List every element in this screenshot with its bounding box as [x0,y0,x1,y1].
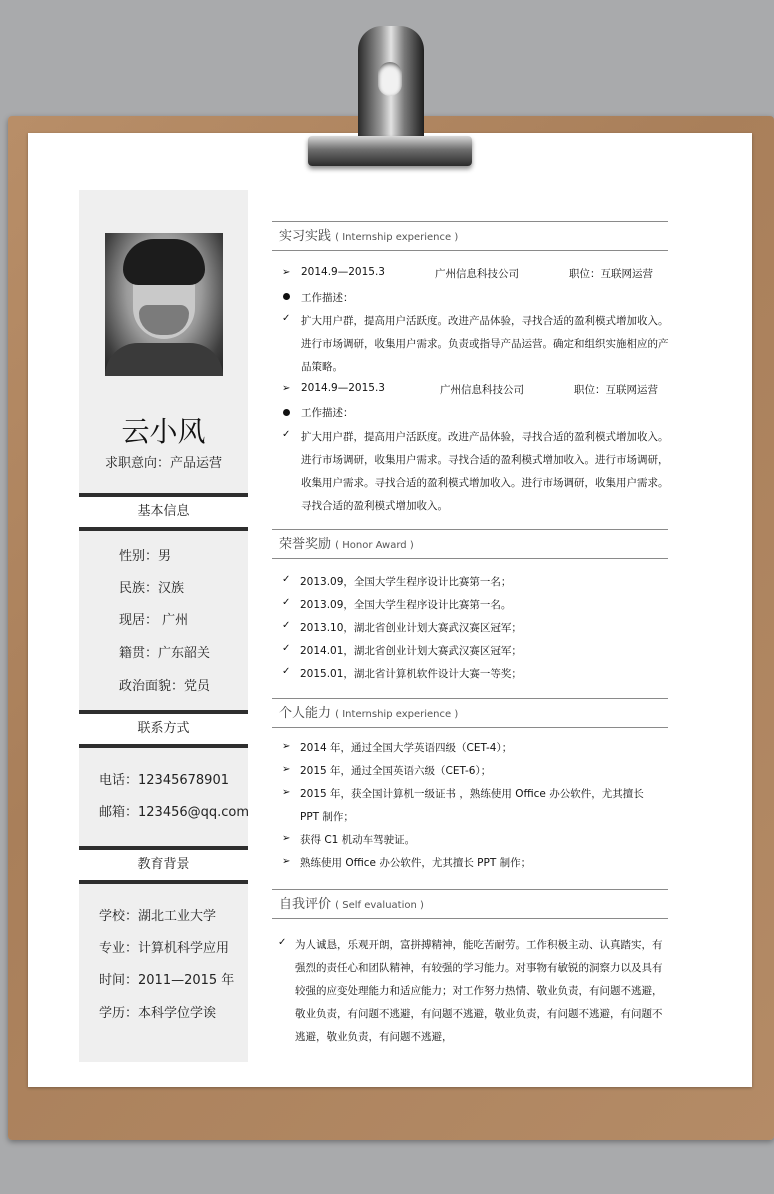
candidate-name: 云小风 [121,415,206,448]
degree: 学历：本科学位学诶 [99,1006,217,1021]
internship-header [272,221,668,251]
email: 邮箱：123456@qq.com [99,805,250,820]
job-1-desc-line: 扩大用户群，提高用户活跃度。改进产品体验，寻找合适的盈利模式增加收入。 [301,315,669,327]
phone: 电话：12345678901 [99,773,229,788]
check-icon: ✓ [282,643,291,654]
check-icon: ✓ [282,574,291,585]
check-icon: ✓ [282,620,291,631]
job-objective: 求职意向：产品运营 [104,456,222,471]
bullet-dot-icon [283,293,290,300]
ability-item: 2015 年，获全国计算机一级证书 ，熟练使用 Office 办公软件，尤其擅长 [300,788,644,800]
arrow-bullet-icon: ➢ [282,764,291,775]
job-2-desc-label: 工作描述： [301,407,354,419]
ability-subtitle: ( Internship experience ) [335,709,459,720]
hometown: 籍贯：广东韶关 [119,646,211,661]
ability-title: 个人能力 [279,706,332,721]
job-2-desc-line: 收集用户需求。寻找合适的盈利模式增加收入。进行市场调研，收集用户需求。 [301,477,669,489]
gender: 性别：男 [119,549,172,564]
ability-item: 熟练使用 Office 办公软件，尤其擅长 PPT 制作； [300,857,532,869]
honor-item: 2015.01，湖北省计算机软件设计大赛一等奖； [300,668,522,680]
self-eval-line: 为人诚恳，乐观开朗，富拼搏精神，能吃苦耐劳。工作积极主动、认真踏实，有 [295,939,663,951]
self-eval-line: 较强的应变处理能力和适应能力；对工作努力热情、敬业负责，有问题不逃避， [295,985,663,997]
honor-subtitle: ( Honor Award ) [335,540,414,551]
honor-item: 2014.01，湖北省创业计划大赛武汉赛区冠军； [300,645,522,657]
arrow-bullet-icon: ➢ [282,383,291,394]
internship-subtitle: ( Internship experience ) [335,232,459,243]
ability-item: 获得 C1 机动车驾驶证。 [300,834,416,846]
job-2-desc-line: 进行市场调研，收集用户需求。寻找合适的盈利模式增加收入。进行市场调研， [301,454,669,466]
education-header: 教育背景 [79,846,248,884]
self-eval-line: 强烈的责任心和团队精神，有较强的学习能力。对事物有敏锐的洞察力以及具有 [295,962,663,974]
honor-item: 2013.09，全国大学生程序设计比赛第一名； [300,576,512,588]
honor-title: 荣誉奖励 [279,537,332,552]
arrow-bullet-icon: ➢ [282,833,291,844]
honor-item: 2013.09，全国大学生程序设计比赛第一名。 [300,599,512,611]
job-1-company: 广州信息科技公司 [435,268,519,280]
ability-header [272,698,668,728]
job-2-desc-line: 扩大用户群，提高用户活跃度。改进产品体验，寻找合适的盈利模式增加收入。 [301,431,669,443]
self-eval-title: 自我评价 [279,897,332,912]
arrow-bullet-icon: ➢ [282,787,291,798]
job-1-date: 2014.9—2015.3 [301,266,385,278]
check-icon: ✓ [282,313,291,324]
job-1-position: 职位：互联网运营 [569,268,653,280]
job-1-desc-label: 工作描述： [301,292,354,304]
profile-photo [105,233,223,376]
ability-item: 2014 年，通过全国大学英语四级（CET-4）； [300,742,513,754]
internship-title: 实习实践 [279,229,332,244]
check-icon: ✓ [282,666,291,677]
self-eval-line: 敬业负责，有问题不逃避，有问题不逃避，敬业负责，有问题不逃避，有问题不 [295,1008,663,1020]
ability-item: PPT 制作； [300,811,354,823]
school: 学校：湖北工业大学 [99,909,217,924]
ability-item: 2015 年，通过全国英语六级（CET-6）； [300,765,492,777]
major: 专业：计算机科学应用 [99,941,230,956]
job-1-desc-line: 品策略。 [301,361,343,373]
arrow-bullet-icon: ➢ [282,267,291,278]
job-2-desc-line: 寻找合适的盈利模式增加收入。 [301,500,448,512]
contact-header: 联系方式 [79,710,248,748]
ethnicity: 民族：汉族 [119,581,185,596]
honor-header [272,529,668,559]
job-2-company: 广州信息科技公司 [440,384,524,396]
binder-clip-icon [290,26,490,176]
check-icon: ✓ [282,429,291,440]
self-eval-line: 逃避，敬业负责，有问题不逃避， [295,1031,453,1043]
check-icon: ✓ [278,937,287,948]
arrow-bullet-icon: ➢ [282,741,291,752]
self-eval-subtitle: ( Self evaluation ) [335,900,424,911]
political-status: 政治面貌：党员 [119,679,211,694]
basic-info-header: 基本信息 [79,493,248,531]
study-period: 时间：2011—2015 年 [99,973,235,988]
bullet-dot-icon [283,409,290,416]
self-eval-header [272,889,668,919]
job-2-position: 职位：互联网运营 [574,384,658,396]
check-icon: ✓ [282,597,291,608]
arrow-bullet-icon: ➢ [282,856,291,867]
job-1-desc-line: 进行市场调研，收集用户需求。负责或指导产品运营。确定和组织实施相应的产 [301,338,669,350]
job-2-date: 2014.9—2015.3 [301,382,385,394]
residence: 现居： 广州 [119,613,189,628]
honor-item: 2013.10，湖北省创业计划大赛武汉赛区冠军； [300,622,522,634]
